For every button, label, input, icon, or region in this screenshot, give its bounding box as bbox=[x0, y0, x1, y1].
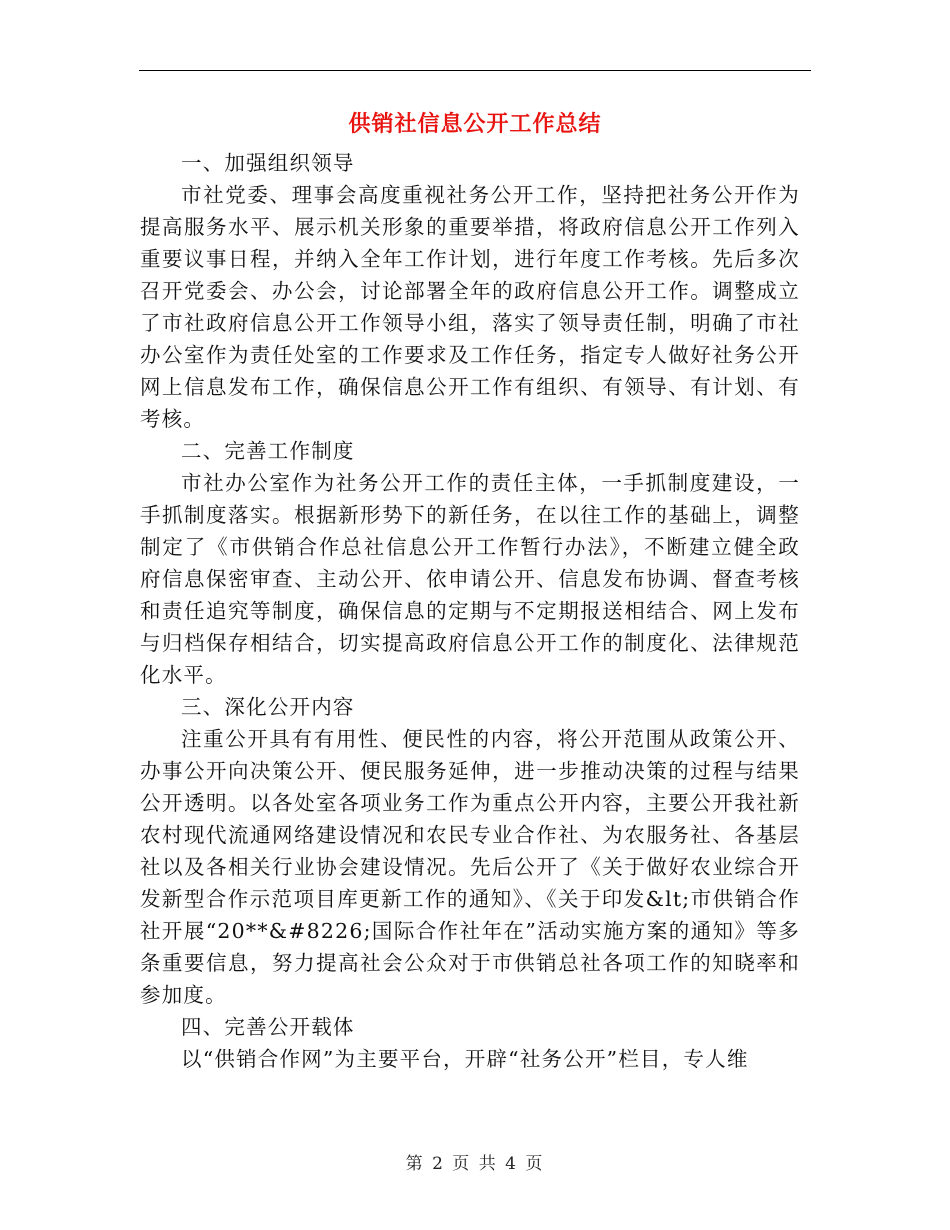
body-paragraph-1: 市社党委、理事会高度重视社务公开工作，坚持把社务公开作为提高服务水平、展示机关形象的重要举措，将政府信息公开工作列入重要议事日程，并纳入全年工作计划，进行年度工作考核。先后多次召开党委会、办公会，讨论部署全年的政府信息公开工作。调整成立了市社政府信息公开工作领导小组，落实了领导责任制，明确了市社办公室作为责任处室的工作要求及工作任务，指定专人做好社务公开网上信息发布工作，确保信息公开工作有组织、有领导、有计划、有考核。 bbox=[140, 183, 800, 431]
section-heading-3: 三、深化公开内容 bbox=[181, 695, 355, 719]
section-heading-4: 四、完善公开载体 bbox=[181, 1015, 355, 1039]
document-title: 供销社信息公开工作总结 bbox=[348, 112, 602, 137]
body-paragraph-3: 注重公开具有有用性、便民性的内容，将公开范围从政策公开、办事公开向决策公开、便民服务延伸，进一步推动决策的过程与结果公开透明。以各处室各项业务工作为重点公开内容，主要公开我社新农村现代流通网络建设情况和农民专业合作社、为农服务社、各基层社以及各相关行业协会建设情况。先后公开了《关于做好农业综合开发新型合作示范项目库更新工作的通知》、《关于印发&lt;市供销合作社开展“20**&#8226;国际合作社年在”活动实施方案的通知》等多条重要信息，努力提高社会公众对于市供销总社各项工作的知晓率和参加度。 bbox=[140, 727, 800, 1007]
section-heading-2: 二、完善工作制度 bbox=[181, 439, 355, 463]
body-paragraph-4: 以“供销合作网”为主要平台，开辟“社务公开”栏目，专人维 bbox=[181, 1047, 749, 1071]
page-number: 第 2 页 共 4 页 bbox=[405, 1154, 545, 1174]
section-heading-1: 一、加强组织领导 bbox=[181, 151, 355, 175]
header-rule bbox=[139, 70, 811, 71]
document-body bbox=[140, 147, 800, 1075]
body-paragraph-2: 市社办公室作为社务公开工作的责任主体，一手抓制度建设，一手抓制度落实。根据新形势下的新任务，在以往工作的基础上，调整制定了《市供销合作总社信息公开工作暂行办法》，不断建立健全政府信息保密审查、主动公开、依申请公开、信息发布协调、督查考核和责任追究等制度，确保信息的定期与不定期报送相结合、网上发布与归档保存相结合，切实提高政府信息公开工作的制度化、法律规范化水平。 bbox=[140, 471, 800, 687]
